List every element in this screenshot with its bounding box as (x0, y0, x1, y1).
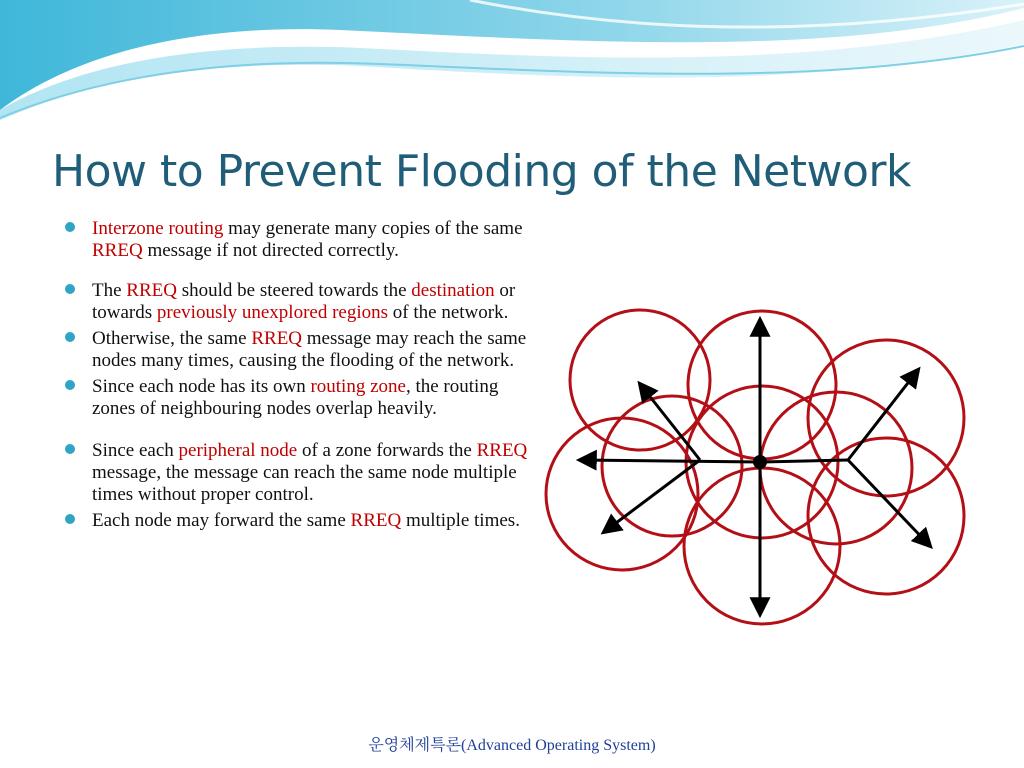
bullet-text: , the routing zones of neighbouring nodes overlap heavily. (92, 376, 499, 419)
bullet-text: The (92, 280, 127, 301)
highlighted-term: previously unexplored regions (156, 302, 389, 323)
zone-overlap-diagram (540, 300, 980, 630)
zone-circle (546, 418, 698, 570)
bullet-text: multiple times. (401, 510, 520, 531)
bullet-dot-icon (65, 332, 75, 342)
bullet-dot-icon (65, 222, 75, 232)
highlighted-term: RREQ (126, 280, 177, 301)
highlighted-term: peripheral node (178, 440, 298, 461)
bullet-item (64, 280, 534, 324)
highlighted-term: Interzone routing (92, 218, 224, 239)
header-wave-decoration (0, 0, 1024, 120)
zone-circle (684, 468, 840, 624)
arrow (760, 460, 848, 462)
zone-circle (808, 340, 964, 496)
bullet-dot-icon (65, 514, 75, 524)
bullet-item (64, 440, 534, 506)
source-node (753, 455, 767, 469)
bullet-text: of a zone forwards the (297, 440, 477, 461)
highlighted-term: RREQ (350, 510, 402, 531)
bullet-text: Each node may forward the same (92, 510, 351, 531)
bullet-item (64, 218, 534, 262)
bullet-text: should be steered towards the (176, 280, 412, 301)
slide-title: How to Prevent Flooding of the Network (52, 146, 911, 197)
bullet-text: message may reach the same nodes many times, causing the flooding of the network. (92, 328, 527, 371)
bullet-item (64, 376, 534, 420)
arrow (604, 460, 700, 532)
bullet-text: Since each (92, 440, 179, 461)
bullet-item (64, 328, 534, 372)
bullet-list (64, 218, 534, 532)
bullet-text: message, the message can reach the same node multiple times without proper control. (92, 462, 517, 505)
highlighted-term: routing zone (310, 376, 406, 397)
bullet-item (64, 510, 534, 532)
arrow (580, 460, 760, 462)
bullet-text: Otherwise, the same (92, 328, 252, 349)
bullet-text: of the network. (388, 302, 509, 323)
bullet-dot-icon (65, 380, 75, 390)
bullet-dot-icon (65, 444, 75, 454)
highlighted-term: RREQ (92, 240, 143, 261)
highlighted-term: destination (411, 280, 495, 301)
footer-course-label: 운영체제특론(Advanced Operating System) (368, 737, 656, 754)
highlighted-term: RREQ (476, 440, 528, 461)
highlighted-term: RREQ (251, 328, 303, 349)
bullet-dot-icon (65, 284, 75, 294)
arrow (848, 460, 930, 546)
bullet-text: may generate many copies of the same (223, 218, 523, 239)
bullet-text: Since each node has its own (92, 376, 311, 397)
bullet-text: or towards (92, 280, 516, 323)
bullet-text: message if not directed correctly. (142, 240, 399, 261)
